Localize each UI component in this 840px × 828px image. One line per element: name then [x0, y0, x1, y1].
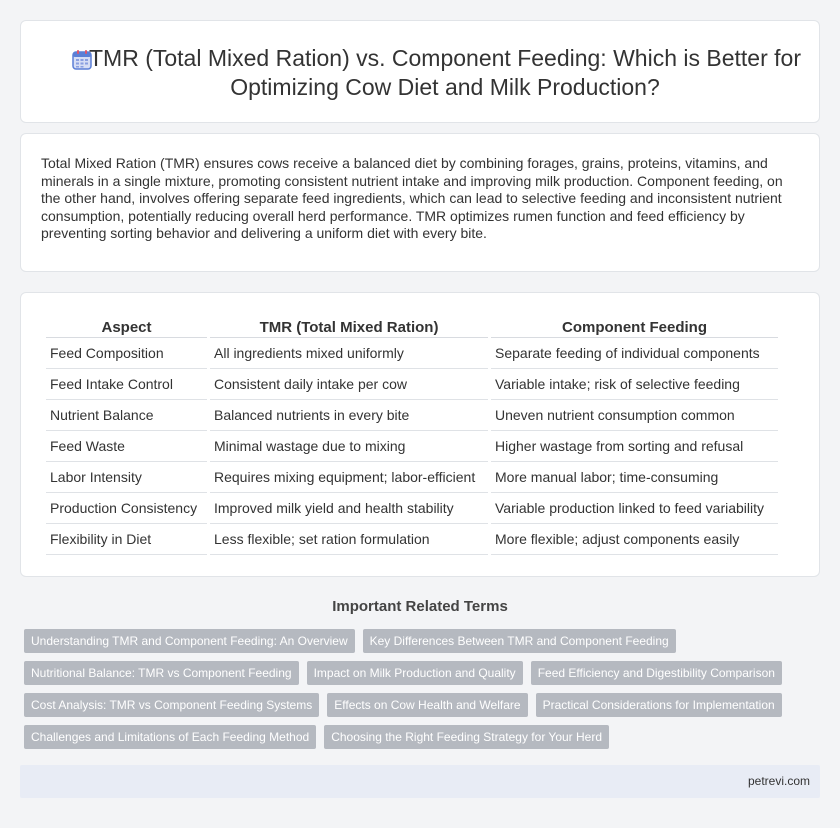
table-row: [46, 493, 778, 524]
related-term-link[interactable]: Feed Efficiency and Digestibility Comparison: [531, 661, 782, 685]
footer-bar: [20, 765, 820, 798]
related-term-link[interactable]: Practical Considerations for Implementation: [536, 693, 782, 717]
related-term-link[interactable]: Effects on Cow Health and Welfare: [327, 693, 527, 717]
tag-row: [24, 629, 804, 653]
table-cell: Less flexible; set ration formulation: [210, 524, 488, 555]
table-row: [46, 462, 778, 493]
table-row: [46, 400, 778, 431]
related-term-link[interactable]: Understanding TMR and Component Feeding: An Overview: [24, 629, 355, 653]
table-row: [46, 338, 778, 369]
table-cell: Requires mixing equipment; labor-efficient: [210, 462, 488, 493]
table-cell: Separate feeding of individual components: [491, 338, 778, 369]
page-title: TMR (Total Mixed Ration) vs. Component Feeding: Which is Better for Optimizing Cow Diet and Milk Production?: [89, 45, 801, 100]
column-header-component: Component Feeding: [491, 318, 778, 338]
related-term-link[interactable]: Key Differences Between TMR and Component Feeding: [363, 629, 676, 653]
related-term-link[interactable]: Impact on Milk Production and Quality: [307, 661, 523, 685]
related-term-link[interactable]: Cost Analysis: TMR vs Component Feeding Systems: [24, 693, 319, 717]
table-cell: Production Consistency: [46, 493, 207, 524]
intro-card: [20, 133, 820, 272]
table-row: [46, 369, 778, 400]
table-cell: Feed Intake Control: [46, 369, 207, 400]
table-cell: Consistent daily intake per cow: [210, 369, 488, 400]
comparison-card: [20, 292, 820, 577]
tag-row: [24, 725, 804, 749]
related-term-link[interactable]: Challenges and Limitations of Each Feeding Method: [24, 725, 316, 749]
table-cell: Nutrient Balance: [46, 400, 207, 431]
table-cell: All ingredients mixed uniformly: [210, 338, 488, 369]
intro-paragraph: Total Mixed Ration (TMR) ensures cows receive a balanced diet by combining forages, grains, proteins, vitamins, and minerals in a single mixture, promoting consistent nutrient intake and improving milk production. Component feeding, on the other hand, involves offering separate feed ingredients, which can lead to selective feeding and inconsistent nutrient consumption, potentially reducing overall herd performance. TMR optimizes rumen function and feed efficiency by preventing sorting behavior and delivering a uniform diet with every bite.: [41, 155, 783, 242]
table-cell: Feed Waste: [46, 431, 207, 462]
tag-row: [24, 693, 804, 717]
related-term-link[interactable]: Nutritional Balance: TMR vs Component Feeding: [24, 661, 299, 685]
table-header-row: [46, 318, 778, 338]
related-terms-list: [24, 629, 804, 757]
table-cell: Labor Intensity: [46, 462, 207, 493]
column-header-aspect: Aspect: [46, 318, 207, 338]
table-row: [46, 524, 778, 555]
tag-row: [24, 661, 804, 685]
table-cell: Flexibility in Diet: [46, 524, 207, 555]
related-terms-heading: Important Related Terms: [332, 598, 508, 615]
table-cell: Feed Composition: [46, 338, 207, 369]
table-cell: Balanced nutrients in every bite: [210, 400, 488, 431]
related-term-link[interactable]: Choosing the Right Feeding Strategy for Your Herd: [324, 725, 609, 749]
table-cell: Minimal wastage due to mixing: [210, 431, 488, 462]
table-cell: Improved milk yield and health stability: [210, 493, 488, 524]
table-row: [46, 431, 778, 462]
title-card: [20, 20, 820, 123]
table-cell: More flexible; adjust components easily: [491, 524, 778, 555]
comparison-table: [43, 318, 781, 555]
table-cell: Variable intake; risk of selective feeding: [491, 369, 778, 400]
table-cell: More manual labor; time-consuming: [491, 462, 778, 493]
table-cell: Uneven nutrient consumption common: [491, 400, 778, 431]
site-link[interactable]: petrevi.com: [747, 774, 810, 788]
column-header-tmr: TMR (Total Mixed Ration): [210, 318, 488, 338]
table-cell: Variable production linked to feed variability: [491, 493, 778, 524]
table-cell: Higher wastage from sorting and refusal: [491, 431, 778, 462]
